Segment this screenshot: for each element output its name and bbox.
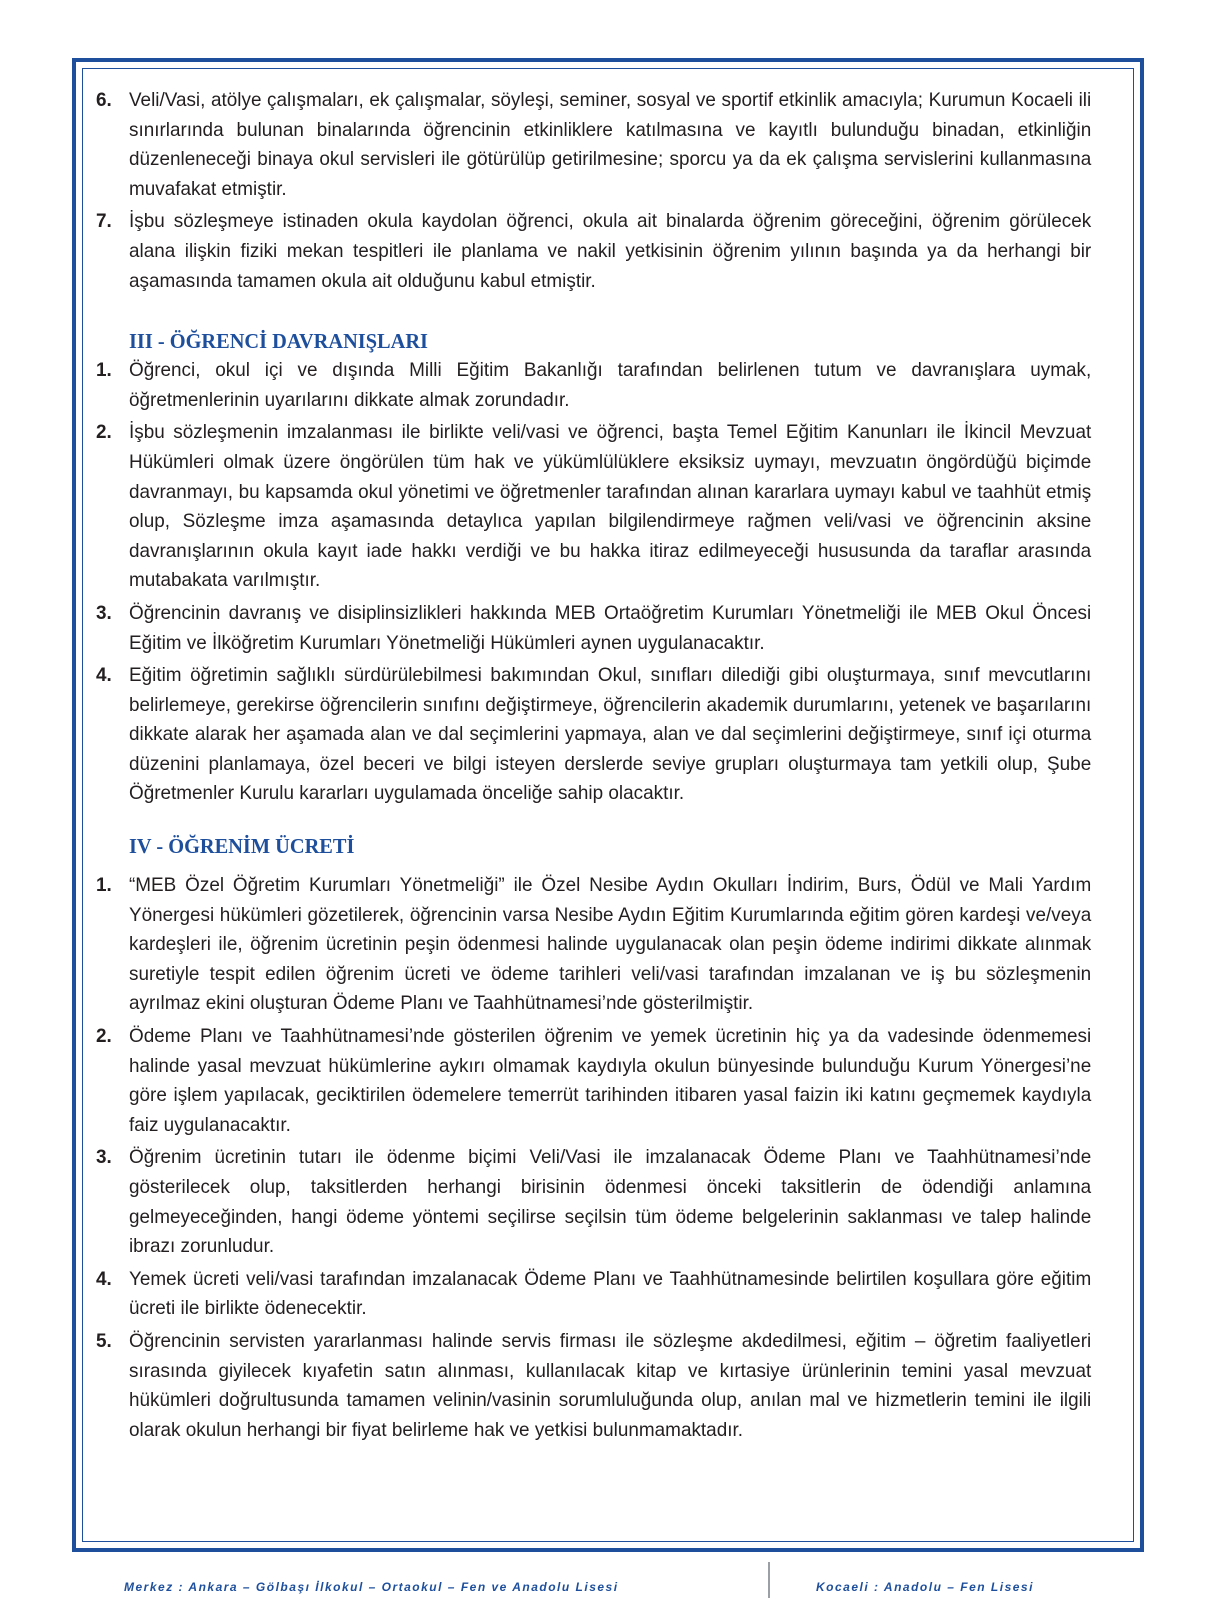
section-heading-ogrenci-davranislari: III - ÖĞRENCİ DAVRANIŞLARI xyxy=(128,329,428,354)
clause-text: Öğrenim ücretinin tutarı ile ödenme biçimi Veli/Vasi ile imzalanacak Ödeme Planı ve Taahhütnamesi’nde gösterilecek olup, taksitlerden herhangi birisinin ödenmesi önceki taksitlerin de ödendiği anlamına gelmeyeceğinden, hangi ödeme yöntemi seçilirse seçilsin tüm ödeme belgelerinin saklanması ve talep halinde ibrazı zorunludur. xyxy=(128,1146,1092,1258)
clause-item xyxy=(96,1327,1091,1445)
clause-text: Ödeme Planı ve Taahhütnamesi’nde gösterilen öğrenim ve yemek ücretinin hiç ya da vadesinde ödenmemesi halinde yasal mevzuat hükümlerine aykırı olmamak kaydıyla okulun bünyesinde bulunduğu Kurum Yönergesi’ne göre işlem yapılacak, geciktirilen ödemelere temerrüt tarihinden itibaren yasal faizin iki katını geçmemek kaydıyla faiz uygulanacaktır. xyxy=(128,1025,1092,1136)
clause-text: Veli/Vasi, atölye çalışmaları, ek çalışmalar, söyleşi, seminer, sosyal ve sportif etkinlik amacıyla; Kurumun Kocaeli ili sınırlarında bulunan binalarında öğrencinin etkinliklere katılmasına ve kayıtlı bulunduğu binadan, etkinliğin düzenleneceği binaya okul servisleri ile götürülüp getirilmesine; sporcu ya da ek çalışma servislerini kullanmasına muvafakat etmiştir. xyxy=(128,89,1092,200)
clause-item xyxy=(96,599,1091,658)
clause-text: Öğrenci, okul içi ve dışında Milli Eğitim Bakanlığı tarafından belirlenen tutum ve davranışlara uymak, öğretmenlerinin uyarılarını dikkate almak zorundadır. xyxy=(128,359,1092,411)
clause-item xyxy=(96,1265,1091,1324)
clause-item xyxy=(96,356,1091,415)
clause-text: Öğrencinin servisten yararlanması halinde servis firması ile sözleşme akdedilmesi, eğitim – öğretim faaliyetleri sırasında giyilecek kıyafetin satın alınması, kullanılacak kitap ve kırtasiye ürünlerinin temini yasal mevzuat hükümleri doğrultusunda tamamen velinin/vasinin sorumluluğunda olup, anılan mal ve hizmetlerin temini ile ilgili olarak okulun herhangi bir fiyat belirleme hak ve yetkisi bulunmamaktadır. xyxy=(128,1329,1092,1441)
clause-number: 2. xyxy=(96,421,112,444)
footer-right-text: Kocaeli : Anadolu – Fen Lisesi xyxy=(816,1580,1034,1594)
clause-text: İşbu sözleşmeye istinaden okula kaydolan öğrenci, okula ait binalarda öğrenim göreceğini, öğrenim görülecek alana ilişkin fiziki mekan tespitleri ile planlama ve nakil yetkisinin öğrenim yılının başında ya da herhangi bir aşamasında tamamen okula ait olduğunu kabul etmiştir. xyxy=(128,210,1092,292)
clause-number: 7. xyxy=(96,210,112,233)
clause-number: 4. xyxy=(96,664,112,687)
footer-divider xyxy=(768,1562,770,1598)
clause-item xyxy=(96,1143,1091,1261)
clause-item xyxy=(96,1022,1091,1140)
clause-number: 3. xyxy=(96,601,112,624)
page-footer xyxy=(0,1580,1208,1612)
clause-number: 1. xyxy=(96,874,112,897)
clause-number: 6. xyxy=(96,89,112,111)
clause-number: 2. xyxy=(96,1025,112,1048)
section-heading-ogrenim-ucreti: IV - ÖĞRENİM ÜCRETİ xyxy=(128,834,355,859)
clause-number: 1. xyxy=(96,359,112,382)
clause-text: İşbu sözleşmenin imzalanması ile birlikte veli/vasi ve öğrenci, başta Temel Eğitim Kanunları ile İkincil Mevzuat Hükümleri olmak üzere öngörülen tüm hak ve yükümlülüklere eksiksiz uymayı, mevzuatın öngördüğü biçimde davranmayı, bu kapsamda okul yönetimi ve öğretmenler tarafından alınan kararlara uymayı kabul ve taahhüt etmiş olup, Sözleşme imza aşamasında detaylıca yapılan bilgilendirmeye rağmen veli/vasi ve öğrencinin aksine davranışlarının okula kayıt iade hakkı verdiği ve bu hakka itiraz edilmeyeceği hususunda da taraflar arasında mutabakata varılmıştır. xyxy=(128,421,1092,592)
clause-item xyxy=(96,207,1091,296)
clause-item xyxy=(96,418,1091,596)
clause-text: “MEB Özel Öğretim Kurumları Yönetmeliği” ile Özel Nesibe Aydın Okulları İndirim, Burs, Ödül ve Mali Yardım Yönergesi hükümleri gözetilerek, öğrencinin varsa Nesibe Aydın Eğitim Kurumlarında eğitim gören kardeşi ve/veya kardeşleri ile, öğrenim ücretinin peşin ödenmesi halinde uygulanacak olan peşin ödeme indirimi dikkate alınmak suretiyle tespit edilen öğrenim ücreti ve ödeme tarihleri veli/vasi tarafından imzalanan ve iş bu sözleşmenin ayrılmaz ekini oluşturan Ödeme Planı ve Taahhütnamesi’nde gösterilmiştir. xyxy=(128,874,1092,1015)
clause-number: 5. xyxy=(96,1329,112,1352)
clause-text: Öğrencinin davranış ve disiplinsizlikleri hakkında MEB Ortaöğretim Kurumları Yönetmeliği ile MEB Okul Öncesi Eğitim ve İlköğretim Kurumları Yönetmeliği Hükümleri aynen uygulanacaktır. xyxy=(128,601,1092,654)
footer-left-text: Merkez : Ankara – Gölbaşı İlkokul – Ortaokul – Fen ve Anadolu Lisesi xyxy=(124,1580,619,1594)
clause-number: 4. xyxy=(96,1267,112,1290)
clause-item xyxy=(96,86,1091,204)
clause-item xyxy=(96,871,1091,1019)
clause-number: 3. xyxy=(96,1146,112,1169)
clause-text: Yemek ücreti veli/vasi tarafından imzalanacak Ödeme Planı ve Taahhütnamesinde belirtilen koşullara göre eğitim ücreti ile birlikte ödenecektir. xyxy=(128,1267,1092,1320)
clause-item xyxy=(96,661,1091,809)
clause-text: Eğitim öğretimin sağlıklı sürdürülebilmesi bakımından Okul, sınıfları dilediği gibi oluşturmaya, sınıf mevcutlarını belirlemeye, gerekirse öğrencilerin sınıfını değiştirmeye, öğrencilerin akademik durumlarını, yetenek ve başarılarını dikkate alarak her aşamada alan ve dal seçimlerini yapmaya, alan ve dal seçimlerini değiştirmeye, sınıf içi oturma düzenini planlamaya, özel beceri ve bilgi isteyen derslerde seviye grupları oluşturmaya tam yetkili olup, Şube Öğretmenler Kurulu kararları uygulamada önceliğe sahip olacaktır. xyxy=(128,664,1092,805)
document-body xyxy=(96,86,1091,1448)
